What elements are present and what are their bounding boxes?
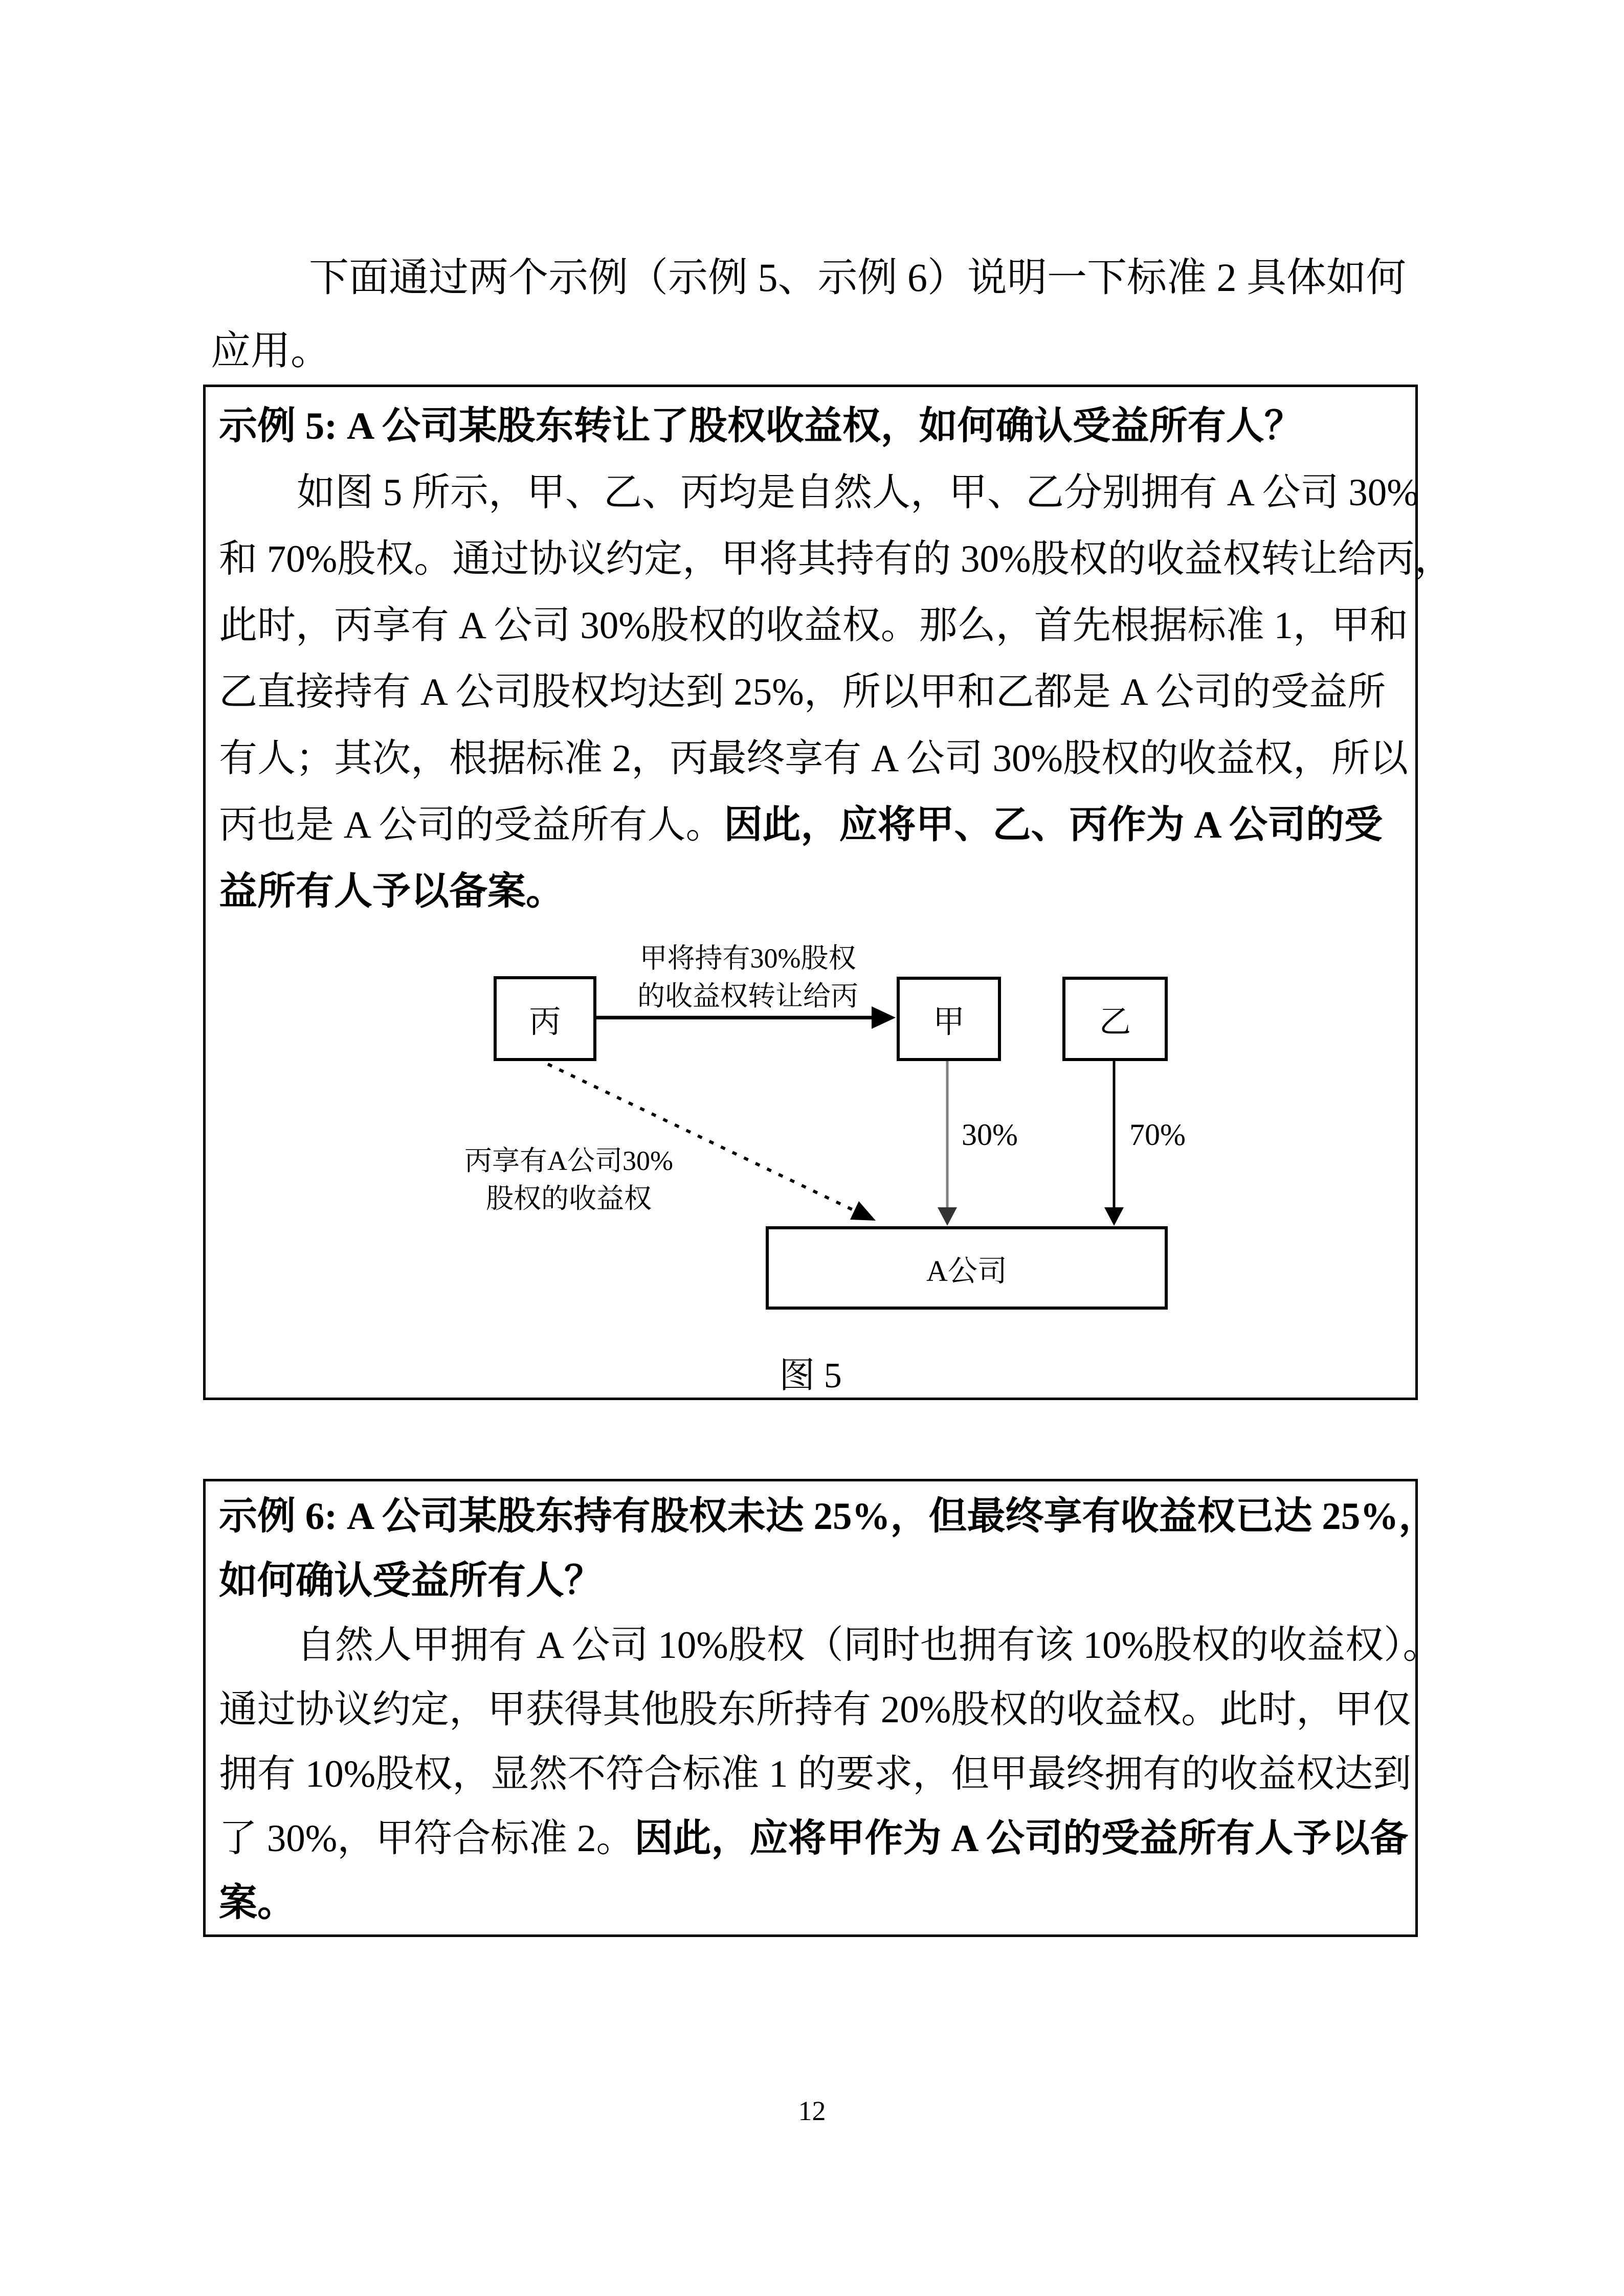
yi-share-percentage: 70% (1129, 1118, 1186, 1152)
example5-body-line (219, 659, 1408, 726)
example6-title-line-2: 如何确认受益所有人？ (219, 1560, 603, 1602)
transfer-label (610, 939, 886, 1015)
text-run: 通过协议约定，甲获得其他股东所持有 20%股权的收益权。此时，甲仅 (219, 1689, 1412, 1731)
example5-body-line (219, 593, 1408, 659)
intro-paragraph-line-2: 应用。 (211, 328, 331, 373)
node-company-a (766, 1226, 1168, 1310)
example6-body-line (219, 1742, 1412, 1807)
example5-box (203, 385, 1453, 1400)
intro-paragraph-line-1: 下面通过两个示例（示例 5、示例 6）说明一下标准 2 具体如何 (309, 255, 1407, 300)
text-run: 乙直接持有 A 公司股权均达到 25%，所以甲和乙都是 A 公司的受益所 (219, 671, 1386, 713)
yi-ownership-arrow-head (1104, 1207, 1124, 1226)
figure-5-caption: 图 5 (779, 1356, 842, 1395)
node-jia (897, 977, 1001, 1061)
text-run: 丙也是 A 公司的受益所有人。 (219, 804, 724, 846)
example5-body-line (219, 859, 1408, 925)
node-yi (1062, 977, 1168, 1061)
node-yi-label: 乙 (1099, 1005, 1131, 1040)
node-jia-label: 甲 (932, 1005, 965, 1040)
text-run: 自然人甲拥有 A 公司 10%股权（同时也拥有该 10%股权的收益权）。 (297, 1624, 1441, 1667)
example6-body-line (219, 1613, 1441, 1678)
text-run: 和 70%股权。通过协议约定，甲将其持有的 30%股权的收益权转让给丙， (219, 538, 1453, 580)
example6-box (203, 1479, 1441, 1937)
text-run-bold: 因此，应将甲、乙、丙作为 A 公司的受 (724, 804, 1383, 846)
example5-body-line (219, 792, 1408, 859)
text-run: 有人；其次，根据标准 2，丙最终享有 A 公司 30%股权的收益权，所以 (219, 737, 1409, 780)
node-bing (494, 976, 596, 1061)
text-run: 拥有 10%股权，显然不符合标准 1 的要求，但甲最终拥有的收益权达到 (219, 1753, 1412, 1795)
figure-5-diagram (206, 925, 1415, 1395)
example6-body-line (219, 1871, 1408, 1935)
jia-share-percentage: 30% (962, 1118, 1018, 1152)
text-run: 了 30%，甲符合标准 2。 (219, 1817, 635, 1860)
node-bing-label: 丙 (529, 1004, 561, 1040)
benefit-dashed-arrow-head (850, 1201, 876, 1221)
example5-title: 示例 5: A 公司某股东转让了股权收益权，如何确认受益所有人？ (219, 405, 1303, 447)
node-company-a-label: A公司 (926, 1254, 1007, 1288)
page-number: 12 (798, 2096, 826, 2126)
transfer-label-line-1: 甲将持有30%股权 (639, 943, 856, 974)
text-run-bold: 益所有人予以备案。 (219, 870, 565, 913)
example5-body-line (219, 460, 1419, 526)
transfer-label-line-2: 的收益权转让给丙 (637, 981, 858, 1011)
benefit-label (451, 1142, 686, 1218)
text-run: 此时，丙享有 A 公司 30%股权的收益权。那么，首先根据标准 1，甲和 (219, 604, 1409, 647)
example6-body-line (219, 1807, 1408, 1871)
example6-title-line-1: 示例 6: A 公司某股东持有股权未达 25%，但最终享有收益权已达 25%， (219, 1495, 1437, 1538)
benefit-label-line-2: 股权的收益权 (486, 1183, 652, 1214)
text-run-bold: 因此，应将甲作为 A 公司的受益所有人予以备 (634, 1817, 1409, 1860)
text-run: 如图 5 所示，甲、乙、丙均是自然人，甲、乙分别拥有 A 公司 30% (297, 471, 1419, 514)
text-run-bold: 案。 (219, 1882, 296, 1924)
jia-ownership-arrow-head (938, 1207, 957, 1226)
benefit-label-line-1: 丙享有A公司30% (464, 1145, 673, 1176)
example6-body-line (219, 1678, 1412, 1742)
example5-body-line (219, 726, 1408, 792)
example5-body-line (219, 526, 1453, 593)
